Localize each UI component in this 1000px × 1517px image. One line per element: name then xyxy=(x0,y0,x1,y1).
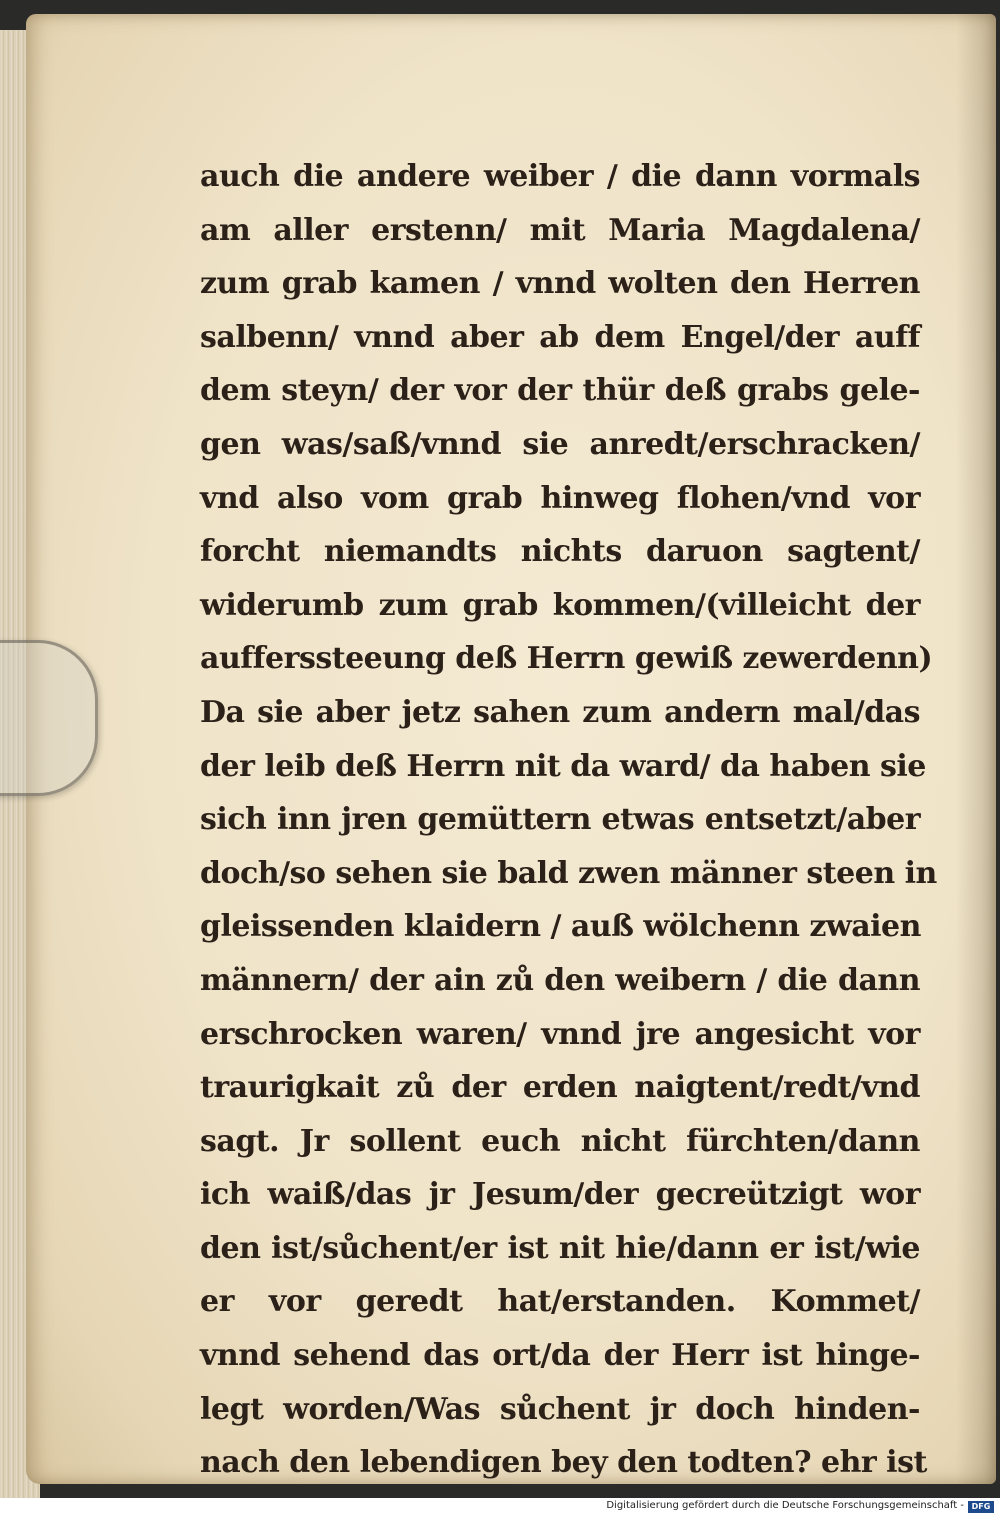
text-line: gleissenden klaidern / auß wölchenn zwaien xyxy=(200,909,921,945)
text-line: gen was/saß/vnnd sie anredt/erschracken/ xyxy=(200,426,920,462)
funding-credit: Digitalisierung gefördert durch die Deutsche Forschungsgemeinschaft - xyxy=(606,1500,964,1511)
text-line: ich waiß/das jr Jesum/der gecreützigt wor xyxy=(200,1177,920,1213)
text-line: sich inn jren gemüttern etwas entsetzt/aber xyxy=(200,802,920,838)
page-clip xyxy=(0,640,98,796)
text-line: am aller erstenn/ mit Maria Magdalena/ xyxy=(200,212,920,248)
text-line: legt worden/Was sůchent jr doch hinden- xyxy=(200,1391,920,1427)
text-line: nach den lebendigen bey den todten? ehr ist xyxy=(200,1445,927,1481)
text-line: er vor geredt hat/erstanden. Kommet/ xyxy=(200,1284,920,1320)
text-line: auch die andere weiber / die dann vormals xyxy=(200,159,920,194)
text-line: vnd also vom grab hinweg flohen/vnd vor xyxy=(200,480,920,516)
text-line xyxy=(200,1490,920,1498)
text-line: dem steyn/ der vor der thür deß grabs gele- xyxy=(200,373,920,409)
text-line: aufferssteeung deß Herrn gewiß zewerdenn) xyxy=(200,641,933,677)
text-line: sagt. Jr sollent euch nicht fürchten/dann xyxy=(200,1123,920,1159)
text-line: der leib deß Herrn nit da ward/ da haben sie xyxy=(200,748,926,784)
text-line: salbenn/ vnnd aber ab dem Engel/der auff xyxy=(200,319,920,355)
text-line: traurigkait zů der erden naigtent/redt/vnd xyxy=(200,1070,920,1106)
text-line: männern/ der ain zů den weibern / die dann xyxy=(200,962,920,998)
text-line: zum grab kamen / vnnd wolten den Herren xyxy=(200,266,920,302)
text-line: den ist/sůchent/er ist nit hie/dann er ist/wie xyxy=(200,1230,920,1266)
text-line: vnnd sehend das ort/da der Herr ist hinge- xyxy=(200,1338,920,1374)
text-block xyxy=(200,150,937,1498)
text-line: widerumb zum grab kommen/(villeicht der xyxy=(200,587,920,623)
text-line: erschrocken waren/ vnnd jre angesicht vor xyxy=(200,1016,920,1052)
footer-bar xyxy=(0,1498,1000,1517)
text-line: doch/so sehen sie bald zwen männer steen in xyxy=(200,855,937,891)
text-line: forcht niemandts nichts daruon sagtent/ xyxy=(200,534,920,570)
text-line: Da sie aber jetz sahen zum andern mal/das xyxy=(200,694,920,730)
dfg-logo: DFG xyxy=(968,1501,994,1513)
page-shadow xyxy=(956,14,996,1484)
